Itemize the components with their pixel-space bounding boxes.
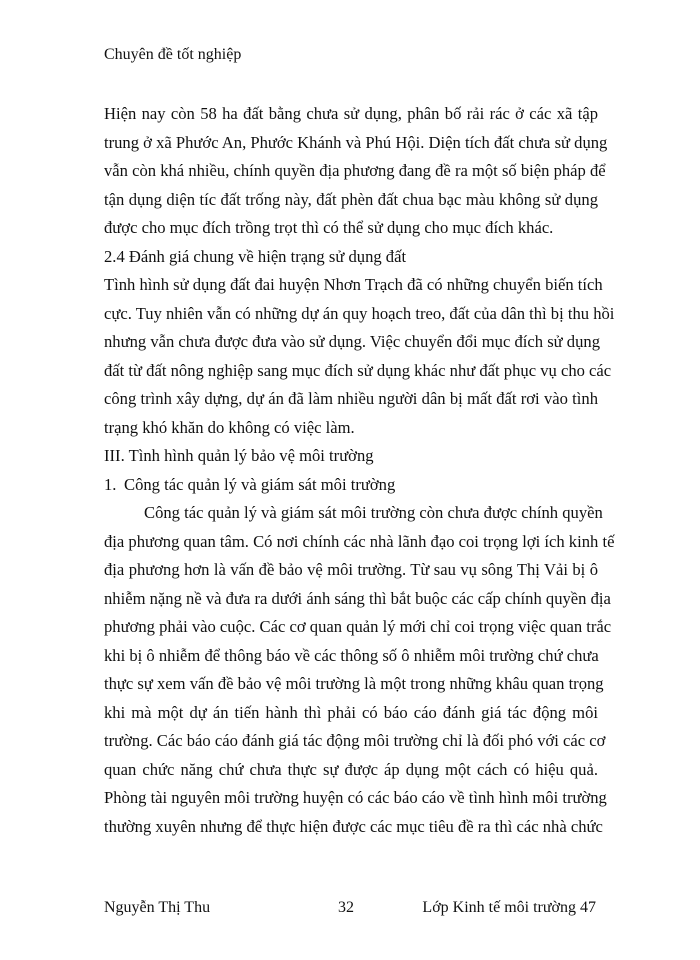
text-line: Hiện nay còn 58 ha đất bằng chưa sử dụng, phân bố rải rác ở các xã tập [104,104,598,123]
text-line: thực sự xem vấn đề bảo vệ môi trường là một trong những khâu quan trọng [104,674,604,693]
paragraph-unused-land [104,100,608,243]
text-line: cực. Tuy nhiên vẫn có những dự án quy hoạch treo, đất của dân thì bị thu hồi [104,303,615,323]
text-line: khi bị ô nhiễm để thông báo về các thông số ô nhiễm môi trường chứ chưa [104,645,599,665]
footer-page-number: 32 [338,899,354,916]
text-line: nhiễm nặng nề và đưa ra dưới ánh sáng thì bắt buộc các cấp chính quyền địa [104,588,611,608]
text-line: vẫn còn khá nhiều, chính quyền địa phương đang đề ra một số biện pháp để [104,161,606,180]
text-line: khi mà một dự án tiến hành thì phải có báo cáo đánh giá tác động môi [104,702,598,722]
text-line: quan chức năng chứ chưa thực sự được áp dụng một cách có hiệu quả. [104,759,598,779]
text-line: địa phương hơn là vấn đề bảo vệ môi trường. Từ sau vụ sông Thị Vải bị ô [104,560,598,579]
text-line: Công tác quản lý và giám sát môi trường còn chưa được chính quyền [144,503,603,522]
section-heading-III: III. Tình hình quản lý bảo vệ môi trường [104,446,374,465]
paragraph-land-assessment [104,271,615,442]
text-line: Phòng tài nguyên môi trường huyện có các báo cáo về tình hình môi trường [104,788,607,807]
text-line: Tình hình sử dụng đất đai huyện Nhơn Trạch đã có những chuyển biến tích [104,275,603,294]
text-line: tận dụng diện tíc đất trống này, đất phèn đất chua bạc màu không sử dụng [104,189,598,209]
text-line: trường. Các báo cáo đánh giá tác động môi trường chỉ là đối phó với các cơ [104,731,606,750]
text-line: trung ở xã Phước An, Phước Khánh và Phú Hội. Diện tích đất chưa sử dụng [104,132,608,152]
text-line: thường xuyên nhưng để thực hiện được các mục tiêu đề ra thì các nhà chức [104,816,603,836]
subsection-heading-1 [104,471,598,500]
text-line: địa phương quan tâm. Có nơi chính các nhà lãnh đạo coi trọng lợi ích kinh tế [104,531,615,551]
page-header: Chuyên đề tốt nghiệp [104,46,242,63]
footer-class-name: Lớp Kinh tế môi trường 47 [422,899,596,916]
text-line: nhưng vẫn chưa được đưa vào sử dụng. Việc chuyển đổi mục đích sử dụng [104,332,600,351]
text-line: phương phải vào cuộc. Các cơ quan quản lý mới chỉ coi trọng việc quan trắc [104,617,612,636]
subsection-number: 1. [104,474,117,494]
text-line: được cho mục đích trồng trọt thì có thể sử dụng cho mục đích khác. [104,218,554,237]
text-line: đất từ đất nông nghiệp sang mục đích sử dụng khác như đất phục vụ cho các [104,360,612,380]
text-line: trạng khó khăn do không có việc làm. [104,417,355,437]
paragraph-environment-management [104,499,615,841]
subsection-title: Công tác quản lý và giám sát môi trường [124,474,396,494]
text-line: công trình xây dựng, dự án đã làm nhiều người dân bị mất đất rơi vào tình [104,389,598,408]
page-footer [104,896,596,920]
footer-author: Nguyễn Thị Thu [104,899,211,916]
section-heading-2-4: 2.4 Đánh giá chung về hiện trạng sử dụng đất [104,246,407,266]
page-body [104,100,615,841]
